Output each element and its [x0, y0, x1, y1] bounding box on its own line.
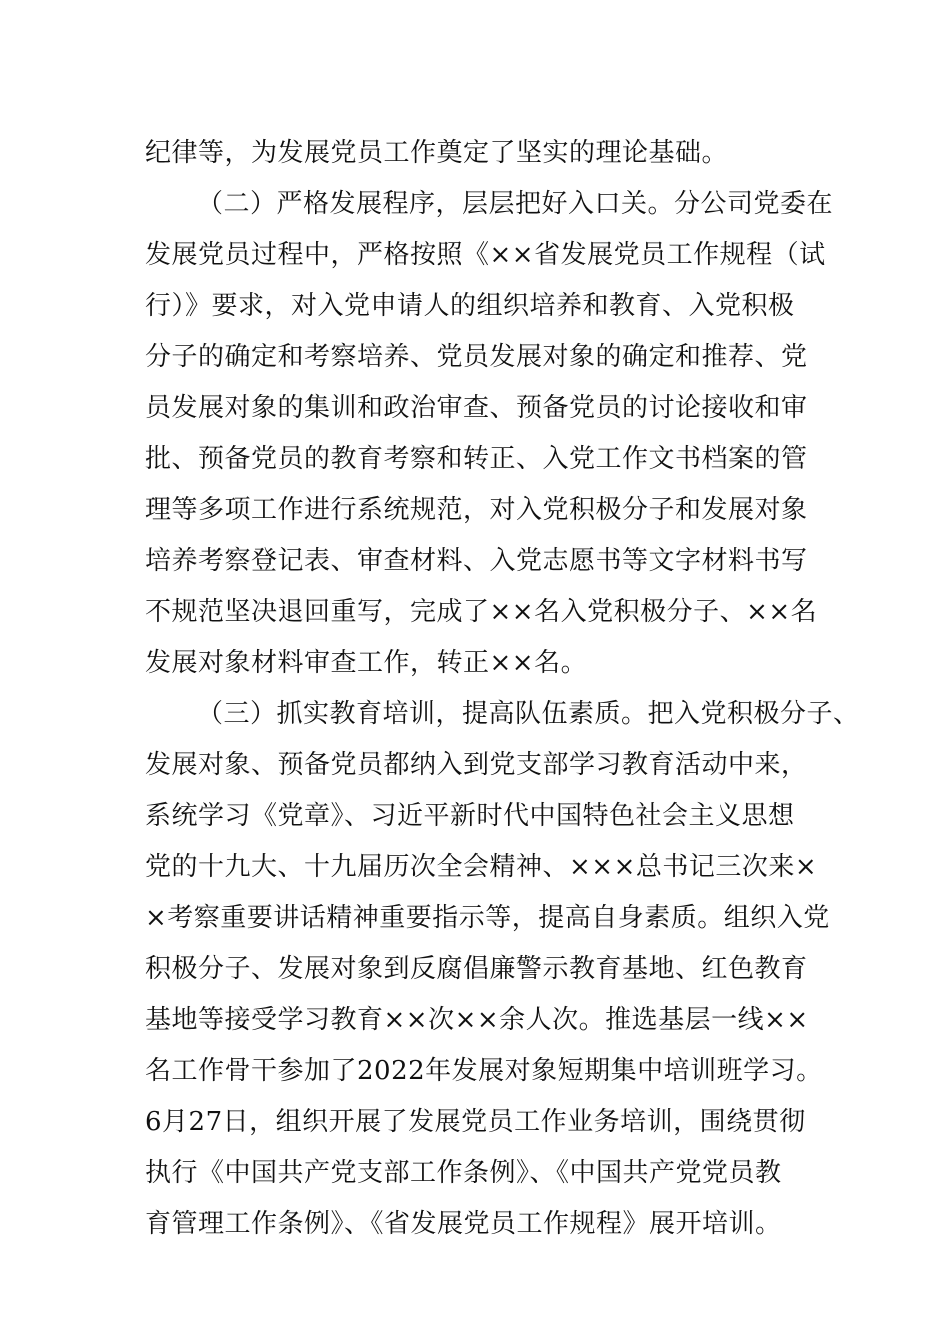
text-line: 名工作骨干参加了2022年发展对象短期集中培训班学习。 — [145, 1056, 823, 1086]
paragraph-heading-line: （二）严格发展程序，层层把好入口关。分公司党委在 — [197, 189, 834, 219]
text-line: 执行《中国共产党支部工作条例》、《中国共产党党员教 — [145, 1158, 782, 1188]
text-line: 育管理工作条例》、《省发展党员工作规程》展开培训。 — [145, 1209, 782, 1239]
text-line: 理等多项工作进行系统规范，对入党积极分子和发展对象 — [145, 495, 808, 525]
text-line: 纪律等，为发展党员工作奠定了坚实的理论基础。 — [145, 138, 729, 168]
text-line: 分子的确定和考察培养、党员发展对象的确定和推荐、党 — [145, 342, 808, 372]
text-line: 积极分子、发展对象到反腐倡廉警示教育基地、红色教育 — [145, 954, 808, 984]
text-line: 发展党员过程中，严格按照《××省发展党员工作规程（试 — [145, 240, 826, 270]
text-line: 批、预备党员的教育考察和转正、入党工作文书档案的管 — [145, 444, 808, 474]
text-line: ×考察重要讲话精神重要指示等，提高自身素质。组织入党 — [145, 903, 830, 933]
text-line: 系统学习《党章》、习近平新时代中国特色社会主义思想 — [145, 801, 795, 831]
text-line: 发展对象、预备党员都纳入到党支部学习教育活动中来， — [145, 750, 808, 780]
text-line: 培养考察登记表、审查材料、入党志愿书等文字材料书写 — [145, 546, 808, 576]
text-line: 不规范坚决退回重写，完成了××名入党积极分子、××名 — [145, 597, 818, 627]
text-line: 员发展对象的集训和政治审查、预备党员的讨论接收和审 — [145, 393, 808, 423]
text-line: 行）》要求，对入党申请人的组织培养和教育、入党积极 — [145, 291, 795, 321]
paragraph-heading-line: （三）抓实教育培训，提高队伍素质。把入党积极分子、 — [197, 699, 860, 729]
text-line: 基地等接受学习教育××次××余人次。推选基层一线×× — [145, 1005, 809, 1035]
text-line: 党的十九大、十九届历次全会精神、×××总书记三次来× — [145, 852, 818, 882]
text-line: 6月27日，组织开展了发展党员工作业务培训，围绕贯彻 — [145, 1107, 806, 1137]
text-line: 发展对象材料审查工作，转正××名。 — [145, 648, 588, 678]
